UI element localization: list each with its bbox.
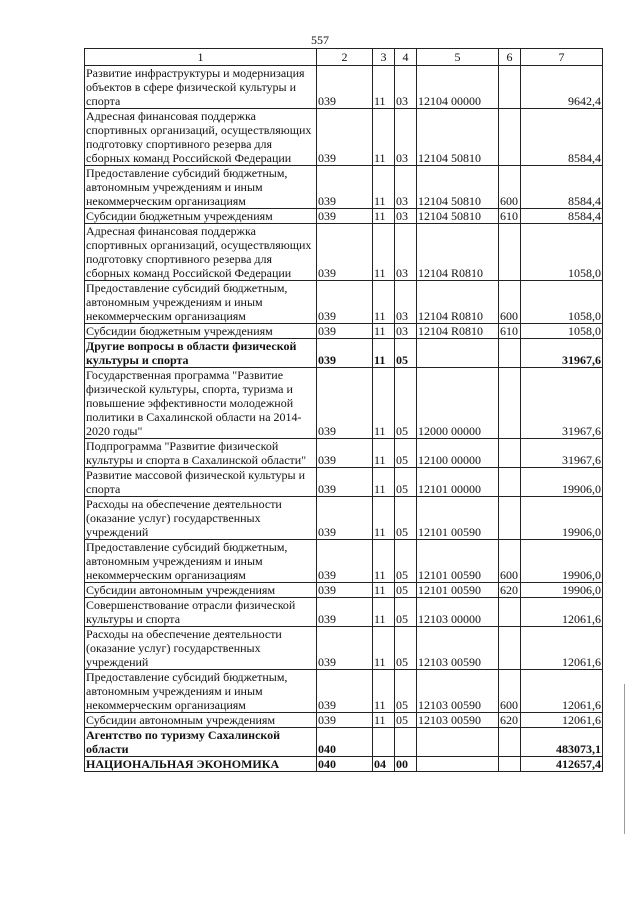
row-name-cell: Субсидии бюджетным учреждениям: [85, 209, 317, 224]
table-row: [85, 497, 603, 540]
section-code-cell: 11: [373, 468, 395, 497]
row-name-cell: НАЦИОНАЛЬНАЯ ЭКОНОМИКА: [85, 757, 317, 772]
table-row: [85, 728, 603, 757]
section-code-cell: 11: [373, 109, 395, 166]
column-header: 2: [317, 49, 373, 66]
ministry-code-cell: 039: [317, 209, 373, 224]
budget-table: [84, 48, 603, 772]
table-row: [85, 324, 603, 339]
row-name-cell: Развитие массовой физической культуры и спорта: [85, 468, 317, 497]
subsection-code-cell: 05: [395, 713, 417, 728]
subsection-code-cell: 03: [395, 324, 417, 339]
expense-type-cell: [499, 728, 521, 757]
row-name-cell: Субсидии автономным учреждениям: [85, 713, 317, 728]
ministry-code-cell: 039: [317, 281, 373, 324]
subsection-code-cell: [395, 728, 417, 757]
amount-cell: 8584,4: [521, 109, 603, 166]
section-code-cell: 11: [373, 324, 395, 339]
subsection-code-cell: 05: [395, 627, 417, 670]
column-header: 7: [521, 49, 603, 66]
row-name-cell: Развитие инфраструктуры и модернизация объектов в сфере физической культуры и спорта: [85, 66, 317, 109]
section-code-cell: 11: [373, 540, 395, 583]
amount-cell: 1058,0: [521, 324, 603, 339]
amount-cell: 1058,0: [521, 281, 603, 324]
ministry-code-cell: 039: [317, 540, 373, 583]
expense-type-cell: 610: [499, 324, 521, 339]
amount-cell: 19906,0: [521, 583, 603, 598]
section-code-cell: 11: [373, 339, 395, 368]
target-code-cell: 12104 R0810: [417, 324, 499, 339]
subsection-code-cell: 03: [395, 109, 417, 166]
ministry-code-cell: 039: [317, 497, 373, 540]
expense-type-cell: [499, 109, 521, 166]
target-code-cell: [417, 728, 499, 757]
subsection-code-cell: 03: [395, 281, 417, 324]
section-code-cell: [373, 728, 395, 757]
row-name-cell: Субсидии автономным учреждениям: [85, 583, 317, 598]
target-code-cell: 12100 00000: [417, 439, 499, 468]
amount-cell: 12061,6: [521, 627, 603, 670]
subsection-code-cell: 03: [395, 166, 417, 209]
subsection-code-cell: 05: [395, 497, 417, 540]
amount-cell: 8584,4: [521, 209, 603, 224]
column-header: 4: [395, 49, 417, 66]
table-row: [85, 757, 603, 772]
table-row: [85, 166, 603, 209]
amount-cell: 12061,6: [521, 713, 603, 728]
expense-type-cell: 600: [499, 670, 521, 713]
table-row: [85, 583, 603, 598]
ministry-code-cell: 039: [317, 339, 373, 368]
section-code-cell: 11: [373, 281, 395, 324]
section-code-cell: 11: [373, 439, 395, 468]
expense-type-cell: [499, 627, 521, 670]
subsection-code-cell: 05: [395, 368, 417, 439]
expense-type-cell: [499, 339, 521, 368]
ministry-code-cell: 039: [317, 324, 373, 339]
row-name-cell: Субсидии бюджетным учреждениям: [85, 324, 317, 339]
section-code-cell: 11: [373, 627, 395, 670]
target-code-cell: 12000 00000: [417, 368, 499, 439]
subsection-code-cell: 00: [395, 757, 417, 772]
table-row: [85, 713, 603, 728]
subsection-code-cell: 05: [395, 468, 417, 497]
amount-cell: 19906,0: [521, 540, 603, 583]
ministry-code-cell: 039: [317, 627, 373, 670]
table-row: [85, 598, 603, 627]
ministry-code-cell: 039: [317, 583, 373, 598]
target-code-cell: 12104 R0810: [417, 224, 499, 281]
section-code-cell: 11: [373, 209, 395, 224]
ministry-code-cell: 039: [317, 713, 373, 728]
expense-type-cell: [499, 757, 521, 772]
table-row: [85, 281, 603, 324]
subsection-code-cell: 03: [395, 66, 417, 109]
amount-cell: 12061,6: [521, 598, 603, 627]
section-code-cell: 11: [373, 368, 395, 439]
row-name-cell: Расходы на обеспечение деятельности (оказание услуг) государственных учреждений: [85, 497, 317, 540]
table-row: [85, 109, 603, 166]
target-code-cell: 12101 00590: [417, 540, 499, 583]
target-code-cell: 12104 50810: [417, 109, 499, 166]
expense-type-cell: [499, 439, 521, 468]
section-code-cell: 11: [373, 166, 395, 209]
target-code-cell: [417, 339, 499, 368]
target-code-cell: 12104 R0810: [417, 281, 499, 324]
subsection-code-cell: 05: [395, 598, 417, 627]
amount-cell: 12061,6: [521, 670, 603, 713]
table-row: [85, 339, 603, 368]
section-code-cell: 11: [373, 583, 395, 598]
target-code-cell: 12103 00000: [417, 598, 499, 627]
column-header: 6: [499, 49, 521, 66]
ministry-code-cell: 039: [317, 468, 373, 497]
ministry-code-cell: 039: [317, 166, 373, 209]
expense-type-cell: 610: [499, 209, 521, 224]
section-code-cell: 11: [373, 224, 395, 281]
ministry-code-cell: 039: [317, 598, 373, 627]
row-name-cell: Агентство по туризму Сахалинской области: [85, 728, 317, 757]
expense-type-cell: [499, 66, 521, 109]
amount-cell: 9642,4: [521, 66, 603, 109]
expense-type-cell: [499, 368, 521, 439]
target-code-cell: 12104 50810: [417, 166, 499, 209]
row-name-cell: Совершенствование отрасли физической культуры и спорта: [85, 598, 317, 627]
expense-type-cell: 600: [499, 166, 521, 209]
table-row: [85, 540, 603, 583]
table-row: [85, 209, 603, 224]
amount-cell: 1058,0: [521, 224, 603, 281]
row-name-cell: Адресная финансовая поддержка спортивных организаций, осуществляющих подготовку спортивного резерва для сборных команд Российской Федерации: [85, 224, 317, 281]
row-name-cell: Государственная программа "Развитие физической культуры, спорта, туризма и повышение эффективности молодежной политики в Сахалинской области на 2014-2020 годы": [85, 368, 317, 439]
ministry-code-cell: 039: [317, 66, 373, 109]
row-name-cell: Адресная финансовая поддержка спортивных организаций, осуществляющих подготовку спортивного резерва для сборных команд Российской Федерации: [85, 109, 317, 166]
target-code-cell: 12103 00590: [417, 713, 499, 728]
page-number: 557: [311, 33, 329, 47]
ministry-code-cell: 039: [317, 439, 373, 468]
row-name-cell: Предоставление субсидий бюджетным, автономным учреждениям и иным некоммерческим организациям: [85, 166, 317, 209]
ministry-code-cell: 039: [317, 670, 373, 713]
target-code-cell: 12101 00590: [417, 583, 499, 598]
header-row: [85, 49, 603, 66]
subsection-code-cell: 05: [395, 439, 417, 468]
expense-type-cell: 620: [499, 713, 521, 728]
table-row: [85, 224, 603, 281]
target-code-cell: [417, 757, 499, 772]
expense-type-cell: [499, 224, 521, 281]
section-code-cell: 11: [373, 497, 395, 540]
ministry-code-cell: 040: [317, 728, 373, 757]
ministry-code-cell: 039: [317, 224, 373, 281]
column-header: 1: [85, 49, 317, 66]
row-name-cell: Расходы на обеспечение деятельности (оказание услуг) государственных учреждений: [85, 627, 317, 670]
section-code-cell: 11: [373, 66, 395, 109]
amount-cell: 483073,1: [521, 728, 603, 757]
table-row: [85, 368, 603, 439]
table-row: [85, 468, 603, 497]
row-name-cell: Предоставление субсидий бюджетным, автономным учреждениям и иным некоммерческим организациям: [85, 281, 317, 324]
amount-cell: 31967,6: [521, 439, 603, 468]
ministry-code-cell: 040: [317, 757, 373, 772]
table-body: [85, 66, 603, 772]
expense-type-cell: [499, 497, 521, 540]
ministry-code-cell: 039: [317, 368, 373, 439]
target-code-cell: 12104 50810: [417, 209, 499, 224]
row-name-cell: Другие вопросы в области физической культуры и спорта: [85, 339, 317, 368]
target-code-cell: 12103 00590: [417, 627, 499, 670]
section-code-cell: 11: [373, 598, 395, 627]
target-code-cell: 12103 00590: [417, 670, 499, 713]
subsection-code-cell: 03: [395, 209, 417, 224]
target-code-cell: 12101 00000: [417, 468, 499, 497]
expense-type-cell: [499, 598, 521, 627]
table-row: [85, 627, 603, 670]
subsection-code-cell: 03: [395, 224, 417, 281]
column-header: 3: [373, 49, 395, 66]
scan-edge-line: [624, 684, 625, 834]
expense-type-cell: 600: [499, 281, 521, 324]
expense-type-cell: [499, 468, 521, 497]
subsection-code-cell: 05: [395, 339, 417, 368]
subsection-code-cell: 05: [395, 583, 417, 598]
section-code-cell: 11: [373, 670, 395, 713]
table-row: [85, 670, 603, 713]
row-name-cell: Предоставление субсидий бюджетным, автономным учреждениям и иным некоммерческим организациям: [85, 540, 317, 583]
amount-cell: 19906,0: [521, 468, 603, 497]
column-header: 5: [417, 49, 499, 66]
subsection-code-cell: 05: [395, 540, 417, 583]
row-name-cell: Подпрограмма "Развитие физической культуры и спорта в Сахалинской области": [85, 439, 317, 468]
amount-cell: 8584,4: [521, 166, 603, 209]
table-row: [85, 439, 603, 468]
expense-type-cell: 600: [499, 540, 521, 583]
subsection-code-cell: 05: [395, 670, 417, 713]
expense-type-cell: 620: [499, 583, 521, 598]
amount-cell: 412657,4: [521, 757, 603, 772]
amount-cell: 19906,0: [521, 497, 603, 540]
target-code-cell: 12104 00000: [417, 66, 499, 109]
section-code-cell: 04: [373, 757, 395, 772]
table-row: [85, 66, 603, 109]
row-name-cell: Предоставление субсидий бюджетным, автономным учреждениям и иным некоммерческим организациям: [85, 670, 317, 713]
ministry-code-cell: 039: [317, 109, 373, 166]
target-code-cell: 12101 00590: [417, 497, 499, 540]
amount-cell: 31967,6: [521, 368, 603, 439]
section-code-cell: 11: [373, 713, 395, 728]
amount-cell: 31967,6: [521, 339, 603, 368]
